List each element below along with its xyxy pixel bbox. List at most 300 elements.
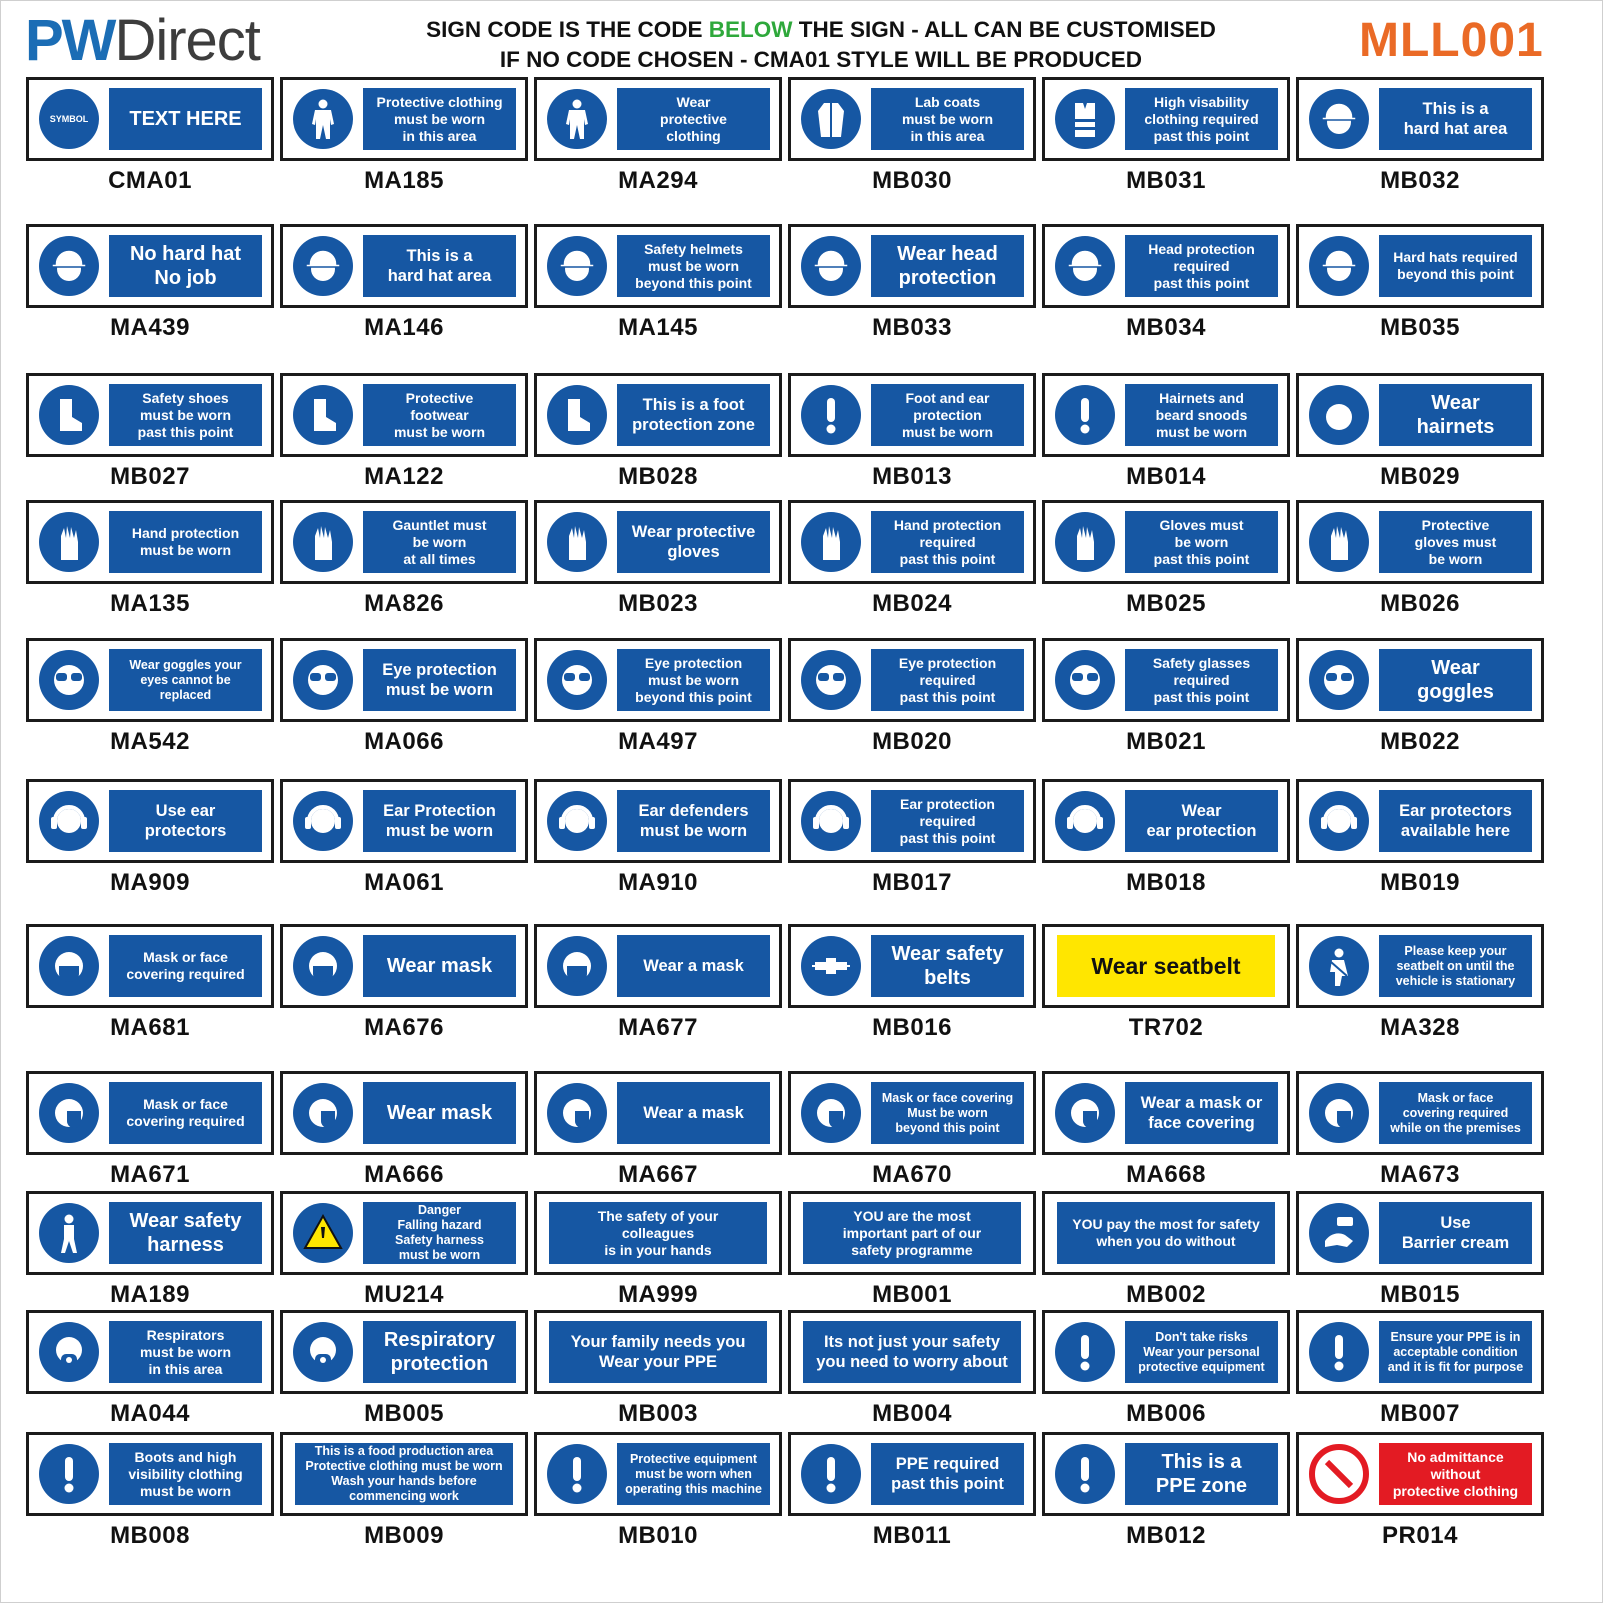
sign-text: Wear safety harness [109,1202,262,1264]
sign-code-label: MA066 [364,728,444,755]
sign-card-mb007[interactable] [1289,1310,1551,1428]
boot-icon [293,385,353,445]
sign-text: Ear protection required past this point [871,790,1024,852]
coverall-icon [293,89,353,149]
sign-text: Wear mask [363,935,516,997]
symbol-placeholder-text: SYMBOL [49,114,89,124]
sign-text: Its not just your safety you need to worry about [803,1321,1021,1383]
glove-icon [1309,512,1369,572]
safety-sign[interactable] [1296,1071,1544,1155]
safety-sign[interactable] [534,224,782,308]
safety-sign[interactable] [1042,924,1290,1008]
sign-card-mb031[interactable] [1035,77,1297,195]
safety-sign[interactable] [280,373,528,457]
respirator-icon [293,1322,353,1382]
safety-sign[interactable] [1296,924,1544,1008]
safety-sign[interactable] [534,779,782,863]
sign-card-ma670[interactable] [781,1071,1043,1189]
sign-card-mb033[interactable] [781,224,1043,342]
sign-card-mb001[interactable] [781,1191,1043,1309]
sign-card-ma497[interactable] [527,638,789,756]
safety-sign[interactable] [788,779,1036,863]
safety-sign[interactable] [534,924,782,1008]
sign-text: Mask or face covering Must be worn beyond this point [871,1082,1024,1144]
sign-card-ma667[interactable] [527,1071,789,1189]
sign-code-label: MA189 [110,1281,190,1308]
sign-card-mb013[interactable] [781,373,1043,491]
sign-text: YOU pay the most for safety when you do without [1057,1202,1275,1264]
sign-text: Mask or face covering required [109,1082,262,1144]
safety-sign[interactable] [788,1432,1036,1516]
sign-card-mb023[interactable] [527,500,789,618]
notice-below-word: BELOW [708,17,793,42]
lab-coat-icon [801,89,861,149]
sign-code-label: MB022 [1380,728,1460,755]
hairnet-icon [1309,385,1369,445]
safety-sign[interactable] [534,638,782,722]
safety-sign[interactable] [1042,1191,1290,1275]
sign-code-label: MA328 [1380,1014,1460,1041]
sign-card-ma671[interactable] [19,1071,281,1189]
ear-defenders-icon [39,791,99,851]
sign-code-label: CMA01 [108,167,192,194]
sign-card-mb005[interactable] [273,1310,535,1428]
sign-text: Wear mask [363,1082,516,1144]
ear-defenders-icon [1309,791,1369,851]
header [1,1,1603,77]
sign-code-label: MB031 [1126,167,1206,194]
sign-text: Wear a mask [617,1082,770,1144]
sign-card-ma681[interactable] [19,924,281,1042]
sign-card-ma439[interactable] [19,224,281,342]
sign-card-mb008[interactable] [19,1432,281,1550]
hard-hat-icon [801,236,861,296]
face-mask-icon [547,936,607,996]
sign-text: Wear protective clothing [617,88,770,150]
sign-card-ma145[interactable] [527,224,789,342]
safety-sign[interactable] [1296,373,1544,457]
safety-sign[interactable] [534,500,782,584]
sign-code-label: MB017 [872,869,952,896]
safety-sign[interactable] [280,779,528,863]
safety-sign[interactable] [1296,1310,1544,1394]
sign-card-ma066[interactable] [273,638,535,756]
sign-card-ma061[interactable] [273,779,535,897]
sign-text: Hard hats required beyond this point [1379,235,1532,297]
safety-sign[interactable] [280,1071,528,1155]
warning-triangle-icon [293,1203,353,1263]
sign-code-label: MB012 [1126,1522,1206,1549]
sign-card-ma044[interactable] [19,1310,281,1428]
safety-sign[interactable] [534,373,782,457]
sign-card-mb027[interactable] [19,373,281,491]
safety-sign[interactable] [788,1310,1036,1394]
safety-sign[interactable] [534,1191,782,1275]
sign-text: Gloves must be worn past this point [1125,511,1278,573]
sign-code-label: MA910 [618,869,698,896]
sign-text: Ear protectors available here [1379,790,1532,852]
goggles-icon [547,650,607,710]
safety-sign[interactable] [534,1071,782,1155]
sign-code-label: MB004 [872,1400,952,1427]
respirator-icon [39,1322,99,1382]
sign-text: Wear ear protection [1125,790,1278,852]
sign-card-mb028[interactable] [527,373,789,491]
exclamation-icon [801,385,861,445]
hard-hat-icon [39,236,99,296]
sign-card-mb024[interactable] [781,500,1043,618]
sign-code-label: MB015 [1380,1281,1460,1308]
sign-code-label: MA999 [618,1281,698,1308]
sign-code-label: MA061 [364,869,444,896]
safety-sign[interactable] [1042,1310,1290,1394]
sign-code-label: MB032 [1380,167,1460,194]
sign-code-label: MB008 [110,1522,190,1549]
safety-sign[interactable] [26,373,274,457]
sign-card-mb010[interactable] [527,1432,789,1550]
sign-text: Protective footwear must be worn [363,384,516,446]
sign-code-label: MA542 [110,728,190,755]
sign-card-ma135[interactable] [19,500,281,618]
sign-card-mb018[interactable] [1035,779,1297,897]
sign-text: Eye protection must be worn [363,649,516,711]
safety-sign[interactable] [788,77,1036,161]
sign-text: Respirators must be worn in this area [109,1321,262,1383]
sign-code-label: MB030 [872,167,952,194]
safety-sign[interactable] [280,1432,528,1516]
sign-card-mb017[interactable] [781,779,1043,897]
safety-sign[interactable] [534,1310,782,1394]
glove-icon [293,512,353,572]
sign-card-ma666[interactable] [273,1071,535,1189]
safety-sign[interactable] [1042,638,1290,722]
sign-text: Hairnets and beard snoods must be worn [1125,384,1278,446]
barrier-cream-icon [1309,1203,1369,1263]
sign-text: Respiratory protection [363,1321,516,1383]
sign-card-mb003[interactable] [527,1310,789,1428]
safety-sign[interactable] [26,224,274,308]
sign-code-label: TR702 [1128,1014,1204,1041]
safety-sign[interactable] [26,1071,274,1155]
safety-sign[interactable] [280,638,528,722]
sign-text: Wear goggles your eyes cannot be replaced [109,649,262,711]
sign-card-mb026[interactable] [1289,500,1551,618]
sign-card-ma185[interactable] [273,77,535,195]
sign-card-mb009[interactable] [273,1432,535,1550]
sign-code-label: MA677 [618,1014,698,1041]
sign-code-label: MB019 [1380,869,1460,896]
sign-card-mb020[interactable] [781,638,1043,756]
face-mask-icon [293,936,353,996]
sign-text: Wear protective gloves [617,511,770,573]
hard-hat-icon [1055,236,1115,296]
sign-text: High visability clothing required past this point [1125,88,1278,150]
safety-sign[interactable] [788,500,1036,584]
sign-text: This is a food production area Protective clothing must be worn Wash your hands before commencing work [295,1443,513,1505]
hard-hat-icon [1309,236,1369,296]
sign-text: No admittance without protective clothing [1379,1443,1532,1505]
sign-code-label: MB001 [872,1281,952,1308]
notice-line-2: IF NO CODE CHOSEN - CMA01 STYLE WILL BE PRODUCED [499,47,1143,72]
sign-card-cma01[interactable] [19,77,281,195]
safety-sign[interactable] [26,77,274,161]
goggles-icon [1309,650,1369,710]
sign-text: Gauntlet must be worn at all times [363,511,516,573]
sign-code-label: MB005 [364,1400,444,1427]
sign-text: Wear a mask or face covering [1125,1082,1278,1144]
sign-text: Eye protection must be worn beyond this point [617,649,770,711]
safety-sign[interactable] [534,77,782,161]
face-mask-side-icon [547,1083,607,1143]
sign-card-ma909[interactable] [19,779,281,897]
sign-text: Use Barrier cream [1379,1202,1532,1264]
sign-card-mb012[interactable] [1035,1432,1297,1550]
safety-sign[interactable] [26,924,274,1008]
safety-sign[interactable] [1042,1071,1290,1155]
sign-code-label: MB026 [1380,590,1460,617]
sign-text: Hand protection must be worn [109,511,262,573]
sign-code-label: MA044 [110,1400,190,1427]
safety-sign[interactable] [1296,224,1544,308]
sign-text: Lab coats must be worn in this area [871,88,1024,150]
sign-card-ma673[interactable] [1289,1071,1551,1189]
sign-code-label: MA909 [110,869,190,896]
boot-icon [547,385,607,445]
sign-card-ma542[interactable] [19,638,281,756]
logo-direct-text: Direct [114,8,260,73]
sign-card-ma122[interactable] [273,373,535,491]
safety-sign[interactable] [1296,638,1544,722]
goggles-icon [39,650,99,710]
coverall-icon [547,89,607,149]
sign-text: Foot and ear protection must be worn [871,384,1024,446]
hard-hat-icon [1309,89,1369,149]
sign-card-ma677[interactable] [527,924,789,1042]
sign-code-label: MA667 [618,1161,698,1188]
sign-text: Mask or face covering required [109,935,262,997]
face-mask-side-icon [293,1083,353,1143]
sign-code-label: MB009 [364,1522,444,1549]
sign-card-mb021[interactable] [1035,638,1297,756]
ear-defenders-icon [293,791,353,851]
safety-sign[interactable] [26,1191,274,1275]
ear-defenders-icon [1055,791,1115,851]
symbol-placeholder-icon [39,89,99,149]
prohibition-icon [1309,1444,1369,1504]
logo-pw-text: PW [25,8,115,73]
sign-card-mb016[interactable] [781,924,1043,1042]
sign-card-mb014[interactable] [1035,373,1297,491]
safety-sign[interactable] [26,638,274,722]
safety-sign[interactable] [26,1432,274,1516]
exclamation-icon [1309,1322,1369,1382]
sign-card-mb006[interactable] [1035,1310,1297,1428]
exclamation-icon [1055,1322,1115,1382]
sign-card-mb025[interactable] [1035,500,1297,618]
sign-text: This is a hard hat area [1379,88,1532,150]
sign-code-label: MA670 [872,1161,952,1188]
sign-card-mb029[interactable] [1289,373,1551,491]
sign-card-ma668[interactable] [1035,1071,1297,1189]
exclamation-icon [801,1444,861,1504]
sign-card-ma826[interactable] [273,500,535,618]
sign-card-ma294[interactable] [527,77,789,195]
safety-sign[interactable] [280,224,528,308]
hi-vis-vest-icon [1055,89,1115,149]
safety-sign[interactable] [26,779,274,863]
glove-icon [801,512,861,572]
sign-card-mb019[interactable] [1289,779,1551,897]
sign-text: Danger Falling hazard Safety harness must be worn [363,1202,516,1264]
sign-code-label: MA145 [618,314,698,341]
safety-sign[interactable] [788,224,1036,308]
sign-code-label: MB023 [618,590,698,617]
safety-sign[interactable] [1042,224,1290,308]
glove-icon [1055,512,1115,572]
hard-hat-icon [293,236,353,296]
sign-code-label: MB034 [1126,314,1206,341]
safety-sign[interactable] [534,1432,782,1516]
safety-sign[interactable] [1042,779,1290,863]
sign-card-mb002[interactable] [1035,1191,1297,1309]
safety-sign[interactable] [788,1071,1036,1155]
sign-text: Wear hairnets [1379,384,1532,446]
safety-sign[interactable] [1296,1191,1544,1275]
safety-sign[interactable] [1042,373,1290,457]
notice-line-1 [361,15,1281,45]
safety-sign[interactable] [1296,500,1544,584]
safety-sign[interactable] [788,924,1036,1008]
sign-code-label: MA671 [110,1161,190,1188]
safety-sign[interactable] [788,373,1036,457]
safety-sign[interactable] [26,500,274,584]
sign-card-ma910[interactable] [527,779,789,897]
sign-text: Wear head protection [871,235,1024,297]
sign-code-label: MB028 [618,463,698,490]
sign-code-label: MB013 [872,463,952,490]
sign-code-label: MB014 [1126,463,1206,490]
sign-card-mb011[interactable] [781,1432,1043,1550]
sign-code-label: MA439 [110,314,190,341]
sign-card-pr014[interactable] [1289,1432,1551,1550]
safety-sign[interactable] [280,77,528,161]
notice-line-1-end: THE SIGN - ALL CAN BE CUSTOMISED [792,17,1216,42]
exclamation-icon [1055,385,1115,445]
safety-sign[interactable] [280,500,528,584]
sign-text: Don't take risks Wear your personal protective equipment [1125,1321,1278,1383]
sign-code-label: MB025 [1126,590,1206,617]
safety-sign[interactable] [1296,77,1544,161]
safety-sign[interactable] [1042,1432,1290,1516]
sign-text: Wear goggles [1379,649,1532,711]
sign-code-label: MB024 [872,590,952,617]
sign-text: The safety of your colleagues is in your hands [549,1202,767,1264]
sign-card-ma328[interactable] [1289,924,1551,1042]
safety-sign[interactable] [280,924,528,1008]
sign-text: Mask or face covering required while on the premises [1379,1082,1532,1144]
hard-hat-icon [547,236,607,296]
sign-code-label: MA826 [364,590,444,617]
sign-code-label: MA146 [364,314,444,341]
sign-text: Wear a mask [617,935,770,997]
glove-icon [547,512,607,572]
sign-code-label: MA294 [618,167,698,194]
sign-card-mb034[interactable] [1035,224,1297,342]
safety-sign[interactable] [788,638,1036,722]
safety-sign[interactable] [1296,1432,1544,1516]
face-mask-icon [39,936,99,996]
sign-text: Wear seatbelt [1057,935,1275,997]
sign-card-mb004[interactable] [781,1310,1043,1428]
exclamation-icon [1055,1444,1115,1504]
sign-text: Safety shoes must be worn past this point [109,384,262,446]
safety-sign[interactable] [280,1310,528,1394]
sign-card-mb015[interactable] [1289,1191,1551,1309]
sign-text: TEXT HERE [109,88,262,150]
sign-code-label: MB018 [1126,869,1206,896]
sign-code-label: MA497 [618,728,698,755]
ordering-notice [361,15,1281,75]
sign-text: Use ear protectors [109,790,262,852]
pw-direct-logo[interactable] [25,7,260,73]
safety-sign[interactable] [280,1191,528,1275]
ear-defenders-icon [547,791,607,851]
safety-sign[interactable] [1042,77,1290,161]
sign-code-label: MB006 [1126,1400,1206,1427]
sign-card-ma999[interactable] [527,1191,789,1309]
goggles-icon [293,650,353,710]
sign-code-label: MB010 [618,1522,698,1549]
sign-code-label: MB002 [1126,1281,1206,1308]
sign-code-label: MA676 [364,1014,444,1041]
sign-code-label: MA185 [364,167,444,194]
sign-code-label: MB021 [1126,728,1206,755]
sign-text: Wear safety belts [871,935,1024,997]
face-mask-side-icon [39,1083,99,1143]
sign-card-mb035[interactable] [1289,224,1551,342]
safety-sign[interactable] [788,1191,1036,1275]
sign-code-label: MB033 [872,314,952,341]
safety-sign[interactable] [26,1310,274,1394]
sign-text: Boots and high visibility clothing must be worn [109,1443,262,1505]
safety-sign[interactable] [1296,779,1544,863]
sign-card-ma189[interactable] [19,1191,281,1309]
sign-code-label: MU214 [364,1281,444,1308]
safety-sign[interactable] [1042,500,1290,584]
sign-code-label: MB016 [872,1014,952,1041]
seatbelt-icon [1309,936,1369,996]
sign-text: Hand protection required past this point [871,511,1024,573]
sign-text: This is a PPE zone [1125,1443,1278,1505]
sign-card-mu214[interactable] [273,1191,535,1309]
sign-card-mb030[interactable] [781,77,1043,195]
exclamation-icon [39,1444,99,1504]
sign-text: Ear Protection must be worn [363,790,516,852]
sign-card-mb022[interactable] [1289,638,1551,756]
sign-card-tr702[interactable] [1035,924,1297,1042]
sign-text: Eye protection required past this point [871,649,1024,711]
goggles-icon [1055,650,1115,710]
sign-card-mb032[interactable] [1289,77,1551,195]
sign-card-ma676[interactable] [273,924,535,1042]
sign-card-ma146[interactable] [273,224,535,342]
sign-text: Safety glasses required past this point [1125,649,1278,711]
face-mask-side-icon [1055,1083,1115,1143]
sign-code-label: MB007 [1380,1400,1460,1427]
sign-text: Protective gloves must be worn [1379,511,1532,573]
face-mask-side-icon [1309,1083,1369,1143]
sheet-code: MLL001 [1359,14,1544,67]
